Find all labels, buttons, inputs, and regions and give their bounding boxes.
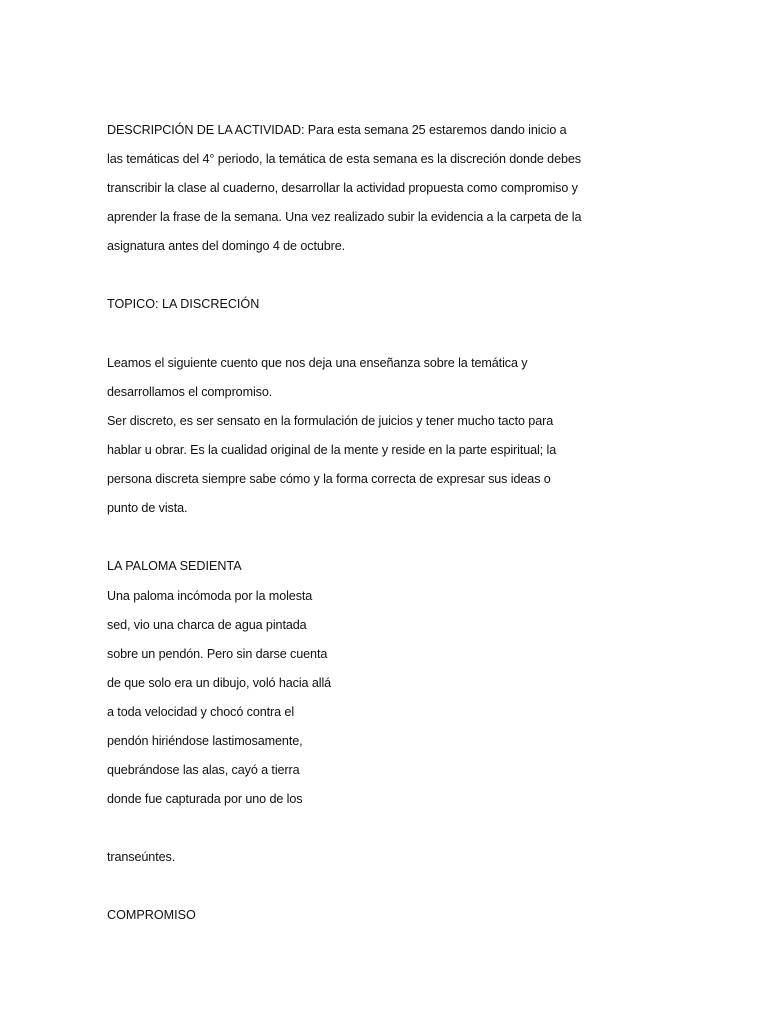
topic-heading: TOPICO: LA DISCRECIÓN <box>107 297 260 311</box>
description-line: las temáticas del 4° periodo, la temática de esta semana es la discreción donde debes <box>107 152 581 166</box>
story-line: sed, vio una charca de agua pintada <box>107 618 307 632</box>
story-line: quebrándose las alas, cayó a tierra <box>107 763 300 777</box>
intro-line: Ser discreto, es ser sensato en la formulación de juicios y tener mucho tacto para <box>107 414 554 428</box>
story-title: LA PALOMA SEDIENTA <box>107 559 242 573</box>
description-line: aprender la frase de la semana. Una vez realizado subir la evidencia a la carpeta de la <box>107 210 582 224</box>
story-line: Una paloma incómoda por la molesta <box>107 589 313 603</box>
description-line: DESCRIPCIÓN DE LA ACTIVIDAD: Para esta semana 25 estaremos dando inicio a <box>107 123 567 137</box>
intro-line: Leamos el siguiente cuento que nos deja una enseñanza sobre la temática y <box>107 356 528 370</box>
commitment-heading: COMPROMISO <box>107 908 196 922</box>
intro-line: persona discreta siempre sabe cómo y la forma correcta de expresar sus ideas o <box>107 472 551 486</box>
story-line: donde fue capturada por uno de los <box>107 792 303 806</box>
story-line: de que solo era un dibujo, voló hacia allá <box>107 676 332 690</box>
story-line: sobre un pendón. Pero sin darse cuenta <box>107 647 328 661</box>
story-final-line: transeúntes. <box>107 850 176 864</box>
story-line: pendón hiriéndose lastimosamente, <box>107 734 303 748</box>
story-line: a toda velocidad y chocó contra el <box>107 705 295 719</box>
description-line: transcribir la clase al cuaderno, desarrollar la actividad propuesta como compromiso y <box>107 181 578 195</box>
description-line: asignatura antes del domingo 4 de octubre. <box>107 239 346 253</box>
intro-line: desarrollamos el compromiso. <box>107 385 273 399</box>
intro-line: punto de vista. <box>107 501 188 515</box>
intro-line: hablar u obrar. Es la cualidad original de la mente y reside en la parte espiritual; la <box>107 443 557 457</box>
